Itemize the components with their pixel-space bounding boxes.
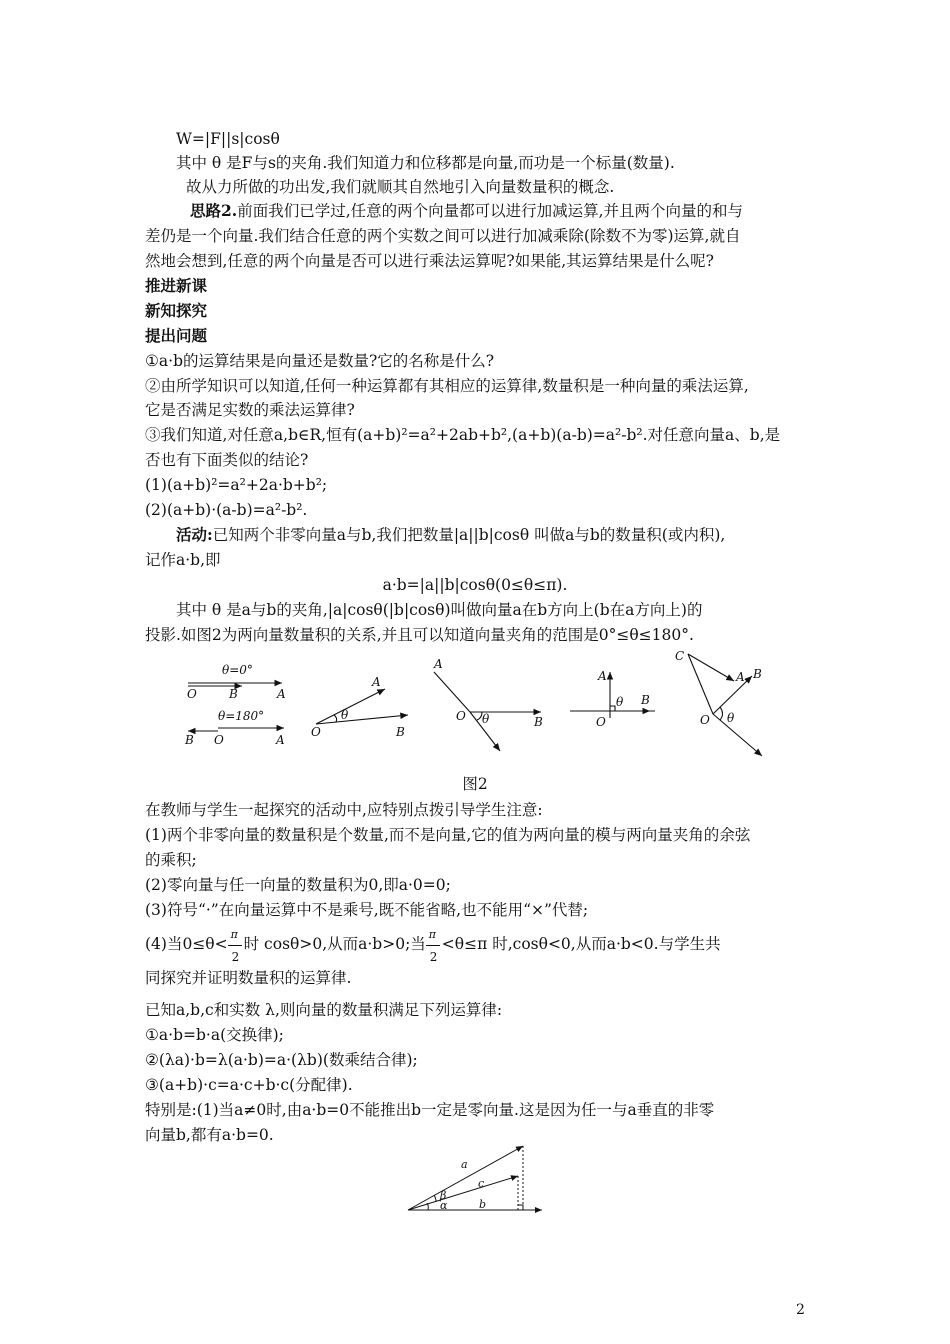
paragraph: 其中 θ 是F与s的夹角.我们知道力和位移都是向量,而功是一个标量(数量).: [176, 154, 675, 172]
paragraph-text: <θ≤π 时,cosθ<0,从而a·b<0.与学生共: [441, 935, 721, 953]
point-label: B: [753, 667, 762, 681]
paragraph: 差仍是一个向量.我们结合任意的两个实数之间可以进行加减乘除(除数不为零)运算,就自: [145, 227, 741, 245]
question: ③我们知道,对任意a,b∈R,恒有(a+b)²=a²+2ab+b²,(a+b)(a-b)=a²-b².对任意向量a、b,是: [145, 426, 781, 444]
section-heading: 新知探究: [145, 302, 208, 320]
figure-caption: 图2: [462, 775, 488, 793]
angle-arc: [434, 1195, 436, 1202]
point-label: A: [434, 657, 443, 671]
paragraph: (2)零向量与任一向量的数量积为0,即a·0=0;: [145, 876, 451, 894]
angle-arc: [720, 707, 723, 720]
fraction-numerator: π: [230, 928, 238, 941]
law-item: ③(a+b)·c=a·c+b·c(分配律).: [145, 1076, 353, 1094]
paragraph: (1)两个非零向量的数量积是个数量,而不是向量,它的值为两向量的模与两向量夹角的余弦: [145, 826, 751, 844]
activity-label: 活动:: [176, 525, 213, 544]
question: (1)(a+b)²=a²+2a·b+b²;: [145, 476, 328, 494]
question: ①a·b的运算结果是向量还是数量?它的名称是什么?: [145, 352, 495, 370]
point-label: B: [185, 733, 194, 747]
angle-label: θ: [482, 712, 490, 726]
paragraph: 同探究并证明数量积的运算律.: [145, 969, 352, 987]
law-item: ①a·b=b·a(交换律);: [145, 1026, 284, 1044]
paragraph-text: 前面我们已学过,任意的两个向量都可以进行加减运算,并且两个向量的和与: [237, 202, 744, 220]
law-item: ②(λa)·b=λ(a·b)=a·(λb)(数乘结合律);: [145, 1051, 418, 1069]
section-heading: 提出问题: [145, 327, 208, 345]
pi-over-two-fraction: [426, 928, 442, 964]
idea-label: 思路2.: [190, 201, 238, 220]
point-label: A: [277, 687, 286, 701]
point-label: A: [598, 669, 607, 683]
theta-zero-label: θ=0°: [222, 663, 253, 677]
fraction-denominator: 2: [429, 950, 438, 964]
point-label: A: [736, 670, 745, 684]
figure-2-angle-diagrams: [170, 646, 780, 771]
point-label: O: [214, 733, 224, 747]
paragraph: 的乘积;: [145, 851, 197, 869]
point-label: O: [187, 687, 197, 701]
vector-label: a: [461, 1158, 468, 1171]
angle-label: α: [440, 1199, 448, 1212]
angle-label: β: [440, 1189, 447, 1202]
angle-label: θ: [616, 695, 624, 709]
point-label: B: [534, 715, 543, 729]
fraction-numerator: π: [428, 928, 437, 941]
paragraph: [190, 200, 743, 222]
section-heading: 推进新课: [145, 277, 208, 295]
point-label: A: [372, 675, 381, 689]
paragraph: 故从力所做的功出发,我们就顺其自然地引入向量数量积的概念.: [186, 178, 615, 196]
point-label: A: [276, 733, 285, 747]
paragraph-text: 已知两个非零向量a与b,我们把数量|a||b|cosθ 叫做a与b的数量积(或内积),: [212, 526, 726, 544]
paragraph: [145, 928, 721, 964]
vector-c: [408, 1176, 518, 1210]
paragraph: 其中 θ 是a与b的夹角,|a|cosθ(|b|cosθ)叫做向量a在b方向上(b在a方向上)的: [176, 601, 703, 619]
angle-arc: [334, 715, 337, 722]
point-label: C: [675, 649, 685, 663]
paragraph: 向量b,都有a·b=0.: [145, 1126, 274, 1144]
paragraph: 特别是:(1)当a≠0时,由a·b=0不能推出b一定是零向量.这是因为任一与a垂直的非零: [145, 1101, 715, 1119]
vector-line: [713, 714, 762, 756]
question: 否也有下面类似的结论?: [145, 451, 309, 469]
page-number: 2: [796, 1302, 805, 1318]
paragraph-text: (4)当0≤θ<: [145, 935, 228, 953]
paragraph: 在教师与学生一起探究的活动中,应特别点拨引导学生注意:: [145, 801, 543, 819]
paragraph: 投影.如图2为两向量数量积的关系,并且可以知道向量夹角的范围是0°≤θ≤180°.: [145, 626, 694, 644]
angle-label: θ: [341, 708, 349, 722]
point-label: O: [456, 709, 466, 723]
theta-180-label: θ=180°: [218, 709, 265, 723]
question: (2)(a+b)·(a-b)=a²-b².: [145, 501, 308, 519]
point-label: O: [311, 725, 321, 739]
paragraph: 记作a·b,即: [145, 551, 221, 569]
question: ②由所学知识可以知道,任何一种运算都有其相应的运算律,数量积是一种向量的乘法运算,: [145, 377, 749, 395]
dot-product-formula: a·b=|a||b|cosθ(0≤θ≤π).: [382, 576, 568, 594]
vector-line: [316, 715, 408, 724]
vector-line: [688, 654, 734, 681]
angle-arc: [427, 1203, 428, 1210]
point-label: O: [700, 713, 710, 727]
point-label: B: [641, 693, 650, 707]
angle-label: θ: [727, 711, 735, 725]
projection-diagram: [400, 1140, 550, 1216]
pi-over-two-fraction: [228, 928, 244, 964]
paragraph: 已知a,b,c和实数 λ,则向量的数量积满足下列运算律:: [145, 1001, 503, 1019]
point-label: O: [596, 715, 606, 729]
paragraph: 然地会想到,任意的两个向量是否可以进行乘法运算呢?如果能,其运算结果是什么呢?: [145, 252, 714, 270]
vector-label: b: [479, 1198, 487, 1211]
paragraph-text: 时 cosθ>0,从而a·b>0;当: [243, 935, 426, 953]
vector-line: [713, 676, 752, 714]
work-formula: W=|F||s|cosθ: [176, 130, 280, 148]
paragraph: (3)符号“·”在向量运算中不是乘号,既不能省略,也不能用“×”代替;: [145, 901, 589, 919]
point-label: B: [396, 725, 405, 739]
right-angle-mark: [518, 1205, 523, 1210]
fraction-denominator: 2: [231, 950, 240, 964]
vector-label: c: [478, 1177, 485, 1190]
point-label: B: [229, 687, 238, 701]
vector-line: [688, 654, 713, 714]
right-angle-mark: [610, 706, 615, 711]
vector-line: [434, 672, 470, 712]
vector-a: [408, 1146, 523, 1210]
paragraph: [176, 524, 725, 546]
question: 它是否满足实数的乘法运算律?: [145, 401, 355, 419]
